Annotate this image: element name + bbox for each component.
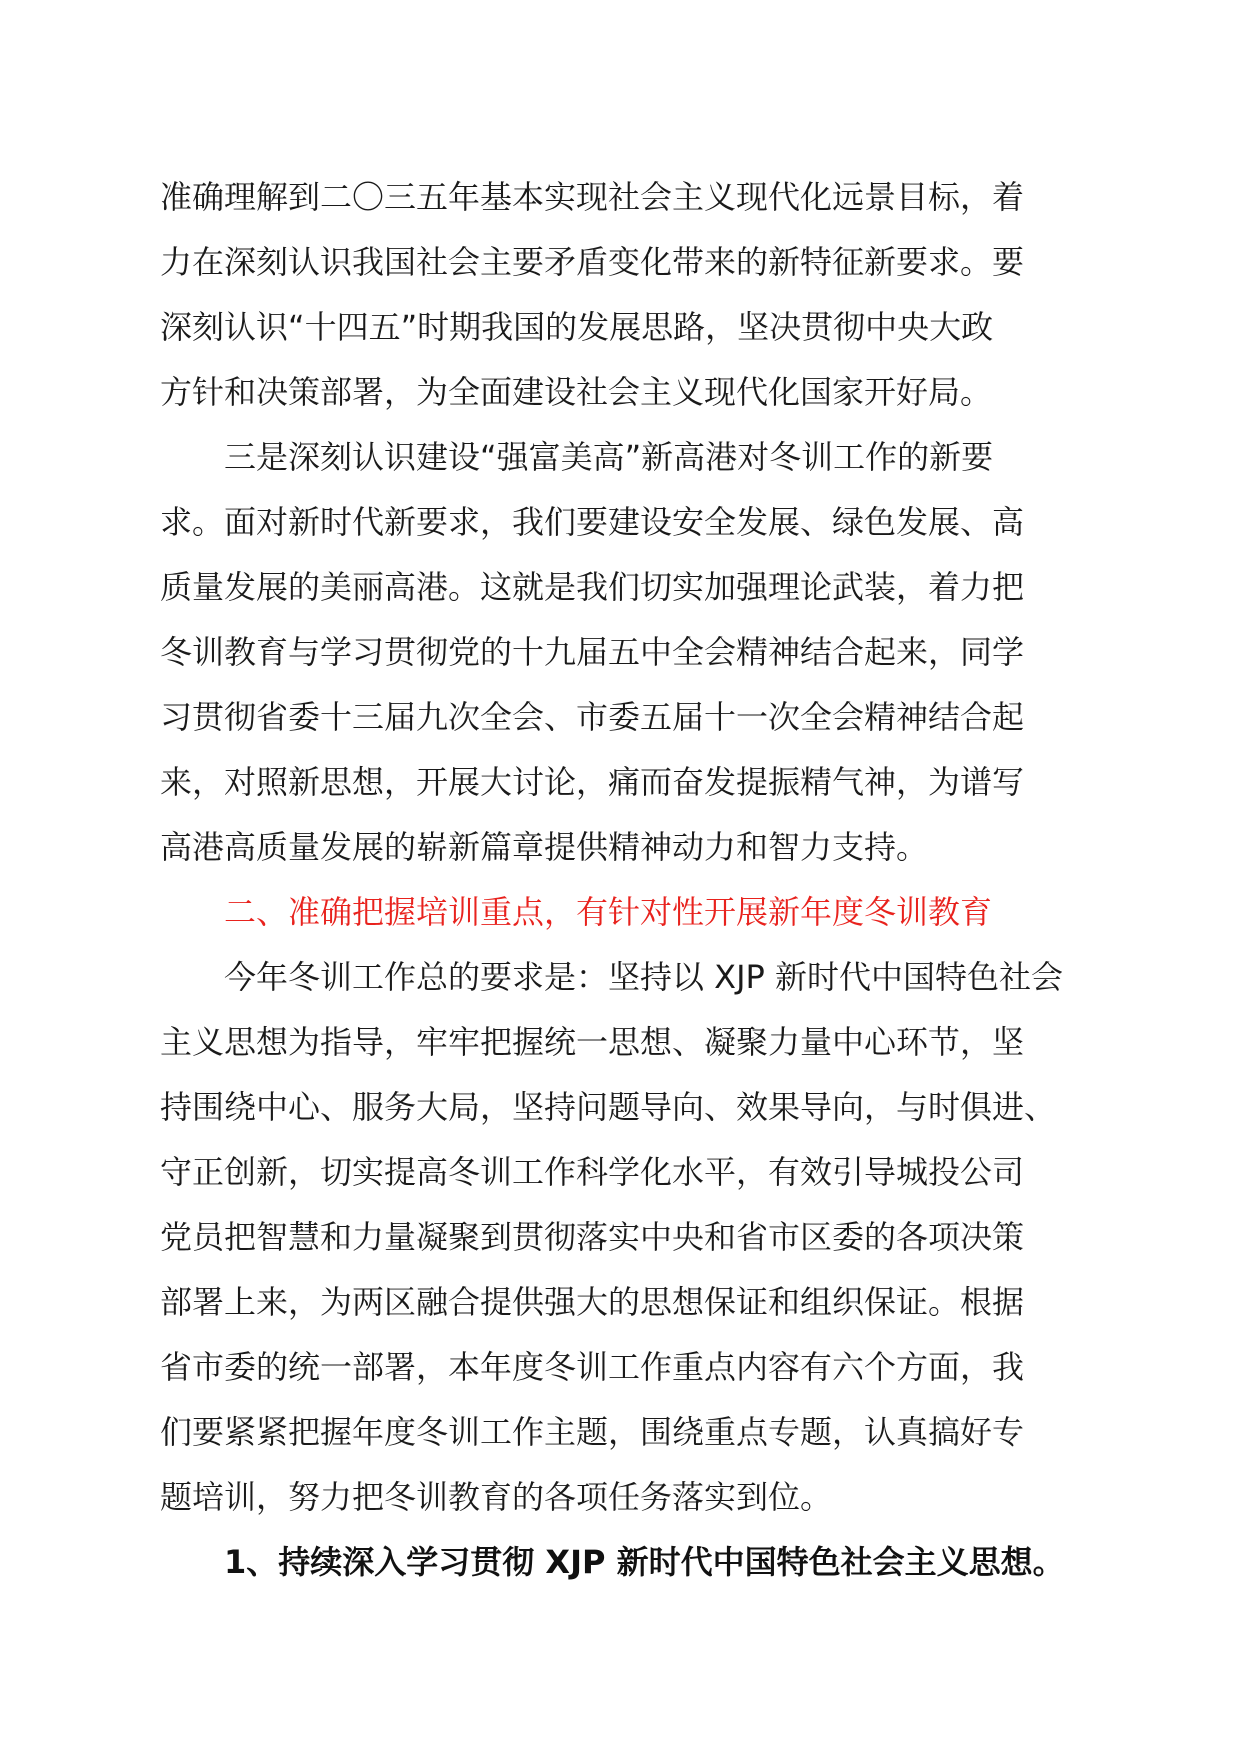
paragraph-line: 们要紧紧把握年度冬训工作主题，围绕重点专题，认真搞好专 <box>160 1413 1025 1451</box>
paragraph-line: 高港高质量发展的崭新篇章提供精神动力和智力支持。 <box>160 828 929 866</box>
paragraph-line: 省市委的统一部署，本年度冬训工作重点内容有六个方面，我 <box>160 1348 1025 1386</box>
paragraph-line: 方针和决策部署，为全面建设社会主义现代化国家开好局。 <box>160 373 993 411</box>
paragraph-line: 求。面对新时代新要求，我们要建设安全发展、绿色发展、高 <box>160 503 1025 541</box>
paragraph-line: 深刻认识“十四五”时期我国的发展思路，坚决贯彻中央大政 <box>160 308 994 346</box>
paragraph-line: 力在深刻认识我国社会主要矛盾变化带来的新特征新要求。要 <box>160 243 1025 281</box>
subheading: 1、持续深入学习贯彻 XJP 新时代中国特色社会主义思想。 <box>224 1543 1065 1581</box>
document-page <box>160 165 1090 1595</box>
paragraph-line: 冬训教育与学习贯彻党的十九届五中全会精神结合起来，同学 <box>160 633 1025 671</box>
paragraph-line: 习贯彻省委十三届九次全会、市委五届十一次全会精神结合起 <box>160 698 1025 736</box>
paragraph-line: 题培训，努力把冬训教育的各项任务落实到位。 <box>160 1478 833 1516</box>
paragraph-1 <box>160 165 1090 425</box>
paragraph-line: 党员把智慧和力量凝聚到贯彻落实中央和省市区委的各项决策 <box>160 1218 1025 1256</box>
paragraph-2 <box>160 425 1090 880</box>
paragraph-line: 部署上来，为两区融合提供强大的思想保证和组织保证。根据 <box>160 1283 1025 1321</box>
paragraph-line: 来，对照新思想，开展大讨论，痛而奋发提振精气神，为谱写 <box>160 763 1025 801</box>
paragraph-line: 守正创新，切实提高冬训工作科学化水平，有效引导城投公司 <box>160 1153 1025 1191</box>
paragraph-line: 今年冬训工作总的要求是：坚持以 XJP 新时代中国特色社会 <box>224 958 1064 996</box>
paragraph-line: 三是深刻认识建设“强富美高”新高港对冬训工作的新要 <box>224 438 994 476</box>
section-heading: 二、准确把握培训重点，有针对性开展新年度冬训教育 <box>224 893 993 931</box>
paragraph-line: 准确理解到二〇三五年基本实现社会主义现代化远景目标，着 <box>160 178 1025 216</box>
paragraph-line: 持围绕中心、服务大局，坚持问题导向、效果导向，与时俱进、 <box>160 1088 1057 1126</box>
paragraph-3 <box>160 945 1090 1530</box>
paragraph-line: 主义思想为指导，牢牢把握统一思想、凝聚力量中心环节，坚 <box>160 1023 1025 1061</box>
paragraph-line: 质量发展的美丽高港。这就是我们切实加强理论武装，着力把 <box>160 568 1025 606</box>
